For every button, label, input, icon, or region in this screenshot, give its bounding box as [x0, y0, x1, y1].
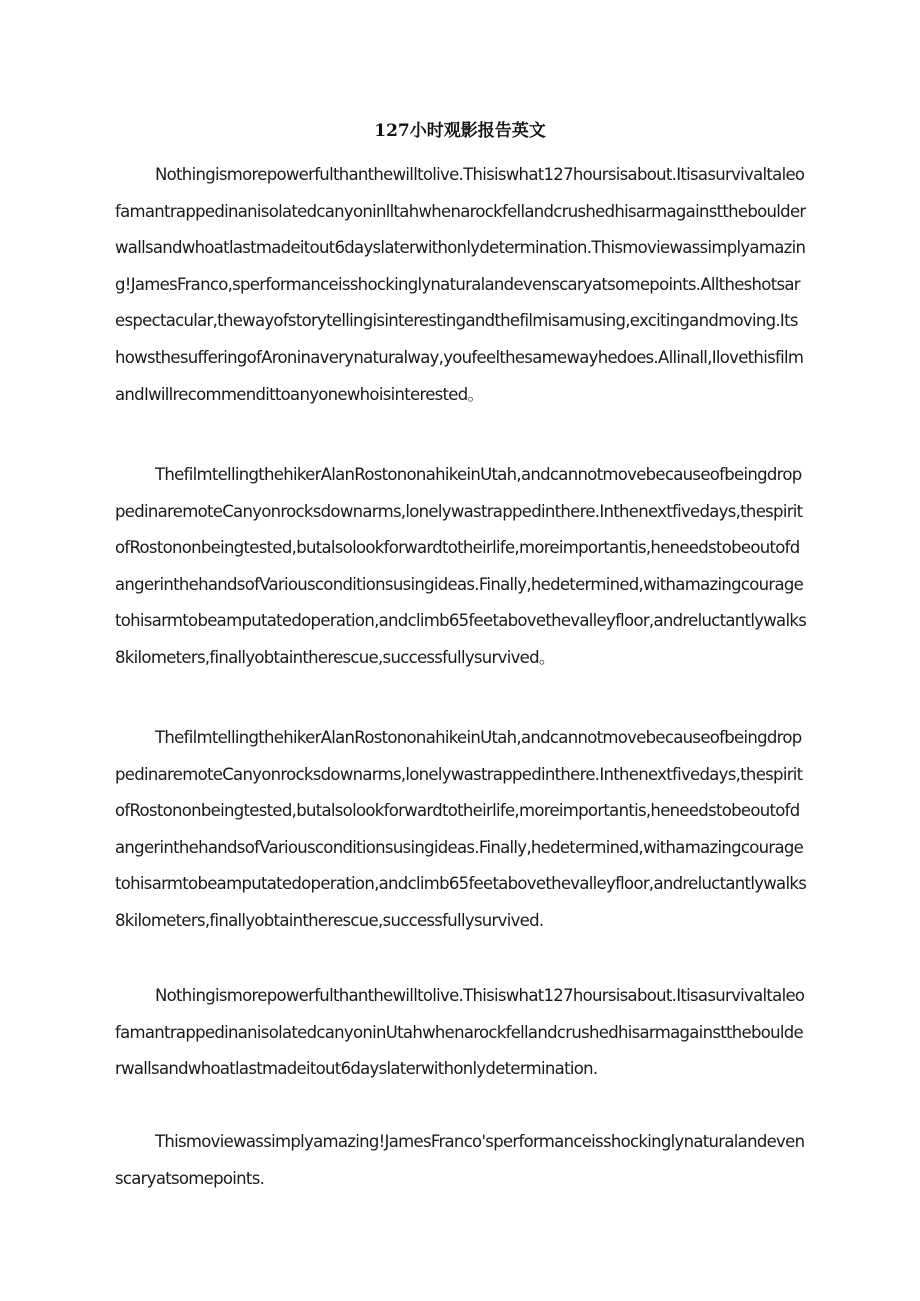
paragraph-3: ThefilmtellingthehikerAlanRostononahikeinUtah,andcannotmovebecauseofbeingdroppedinaremoteCanyonrocksdownarms,lonelywastrappedinthere.Inthenextfivedays,thespiritofRostononbeingtested,butalsolookforwardtotheirlife,moreimportantis,heneedstobeoutofdangerinthehandsofVariousconditionsusingideas.Finally,hedetermined,withamazingcouragetohisarmtobeamputatedoperation,andclimb65feetabovethevalleyfloor,andreluctantlywalks8kilometers,finallyobtaintherescue,successfullysurvived. — [115, 728, 807, 930]
document-title: 127小时观影报告英文 — [374, 121, 546, 141]
paragraph-5: Thismoviewassimplyamazing!JamesFranco'sperformanceisshockinglynaturalandevenscaryatsomepoints. — [115, 1132, 805, 1188]
paragraph-2: ThefilmtellingthehikerAlanRostononahikeinUtah,andcannotmovebecauseofbeingdroppedinaremoteCanyonrocksdownarms,lonelywastrappedinthere.Inthenextfivedays,thespiritofRostononbeingtested,butalsolookforwardtotheirlife,moreimportantis,heneedstobeoutofdangerinthehandsofVariousconditionsusingideas.Finally,hedetermined,withamazingcouragetohisarmtobeamputatedoperation,andclimb65feetabovethevalleyfloor,andreluctantlywalks8kilometers,finallyobtaintherescue,successfullysurvived。 — [115, 465, 807, 667]
paragraph-1: Nothingismorepowerfulthanthewilltolive.Thisiswhat127hoursisabout.Itisasurvivaltaleofamantrappedinanisolatedcanyoninlltahwhenarockfellandcrushedhisarmagainsttheboulderwallsandwhoatlastmadeitout6dayslaterwithonlydetermination.Thismoviewassimplyamazing!JamesFranco,sperformanceisshockinglynaturalandevenscaryatsomepoints.Alltheshotsarespectacular,thewayofstorytellingisinterestingandthefilmisamusing,excitingandmoving.ItshowsthesufferingofAroninaverynaturalway,youfeelthesamewayhedoes.Allinall,IlovethisfilmandIwillrecommendittoanyonewhoisinterested。 — [115, 165, 806, 404]
paragraph-4: Nothingismorepowerfulthanthewilltolive.Thisiswhat127hoursisabout.ItisasurvivaltaleofamantrappedinanisolatedcanyoninUtahwhenarockfellandcrushedhisarmagainsttheboulderwallsandwhoatlastmadeitout6dayslaterwithonlydetermination. — [115, 986, 805, 1079]
